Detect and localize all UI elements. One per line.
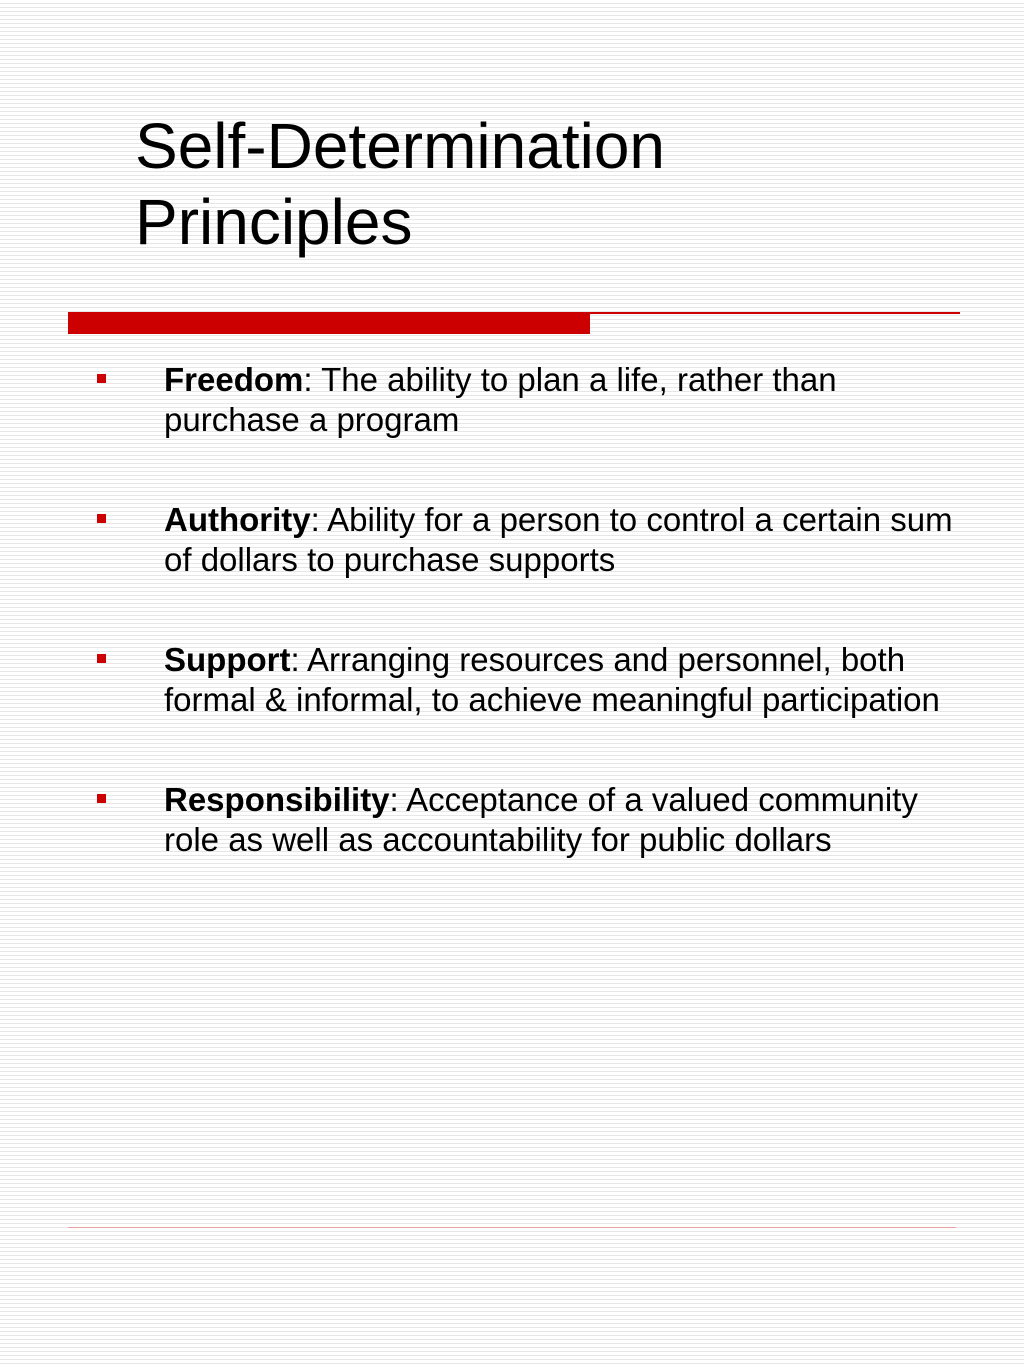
- square-bullet-icon: [97, 374, 106, 383]
- term-separator: :: [389, 781, 399, 818]
- principle-description: Acceptance of a valued community role as well as accountability for public dollars: [164, 781, 918, 858]
- list-item-freedom: [0, 360, 954, 440]
- list-item-responsibility: [0, 780, 954, 860]
- principle-description: Ability for a person to control a certain sum of dollars to purchase supports: [164, 501, 953, 578]
- principle-description: Arranging resources and personnel, both formal & informal, to achieve meaningful participation: [164, 641, 940, 718]
- title-line-1: Self-Determination: [135, 110, 665, 182]
- title-accent-line: [590, 312, 960, 314]
- principle-term: Support: [164, 641, 291, 678]
- list-item-support: [0, 640, 954, 720]
- term-separator: :: [290, 641, 300, 678]
- principles-list: [0, 360, 1024, 920]
- list-item-authority: [0, 500, 954, 580]
- principle-description: The ability to plan a life, rather than purchase a program: [164, 361, 837, 438]
- term-separator: :: [310, 501, 320, 538]
- square-bullet-icon: [97, 514, 106, 523]
- slide-title: [135, 108, 975, 260]
- title-accent-bar: [68, 312, 590, 334]
- title-line-2: Principles: [135, 186, 413, 258]
- term-separator: :: [303, 361, 313, 398]
- square-bullet-icon: [97, 794, 106, 803]
- principle-term: Authority: [164, 501, 311, 538]
- square-bullet-icon: [97, 654, 106, 663]
- principle-term: Freedom: [164, 361, 304, 398]
- principle-term: Responsibility: [164, 781, 390, 818]
- footer-divider: [68, 1227, 956, 1228]
